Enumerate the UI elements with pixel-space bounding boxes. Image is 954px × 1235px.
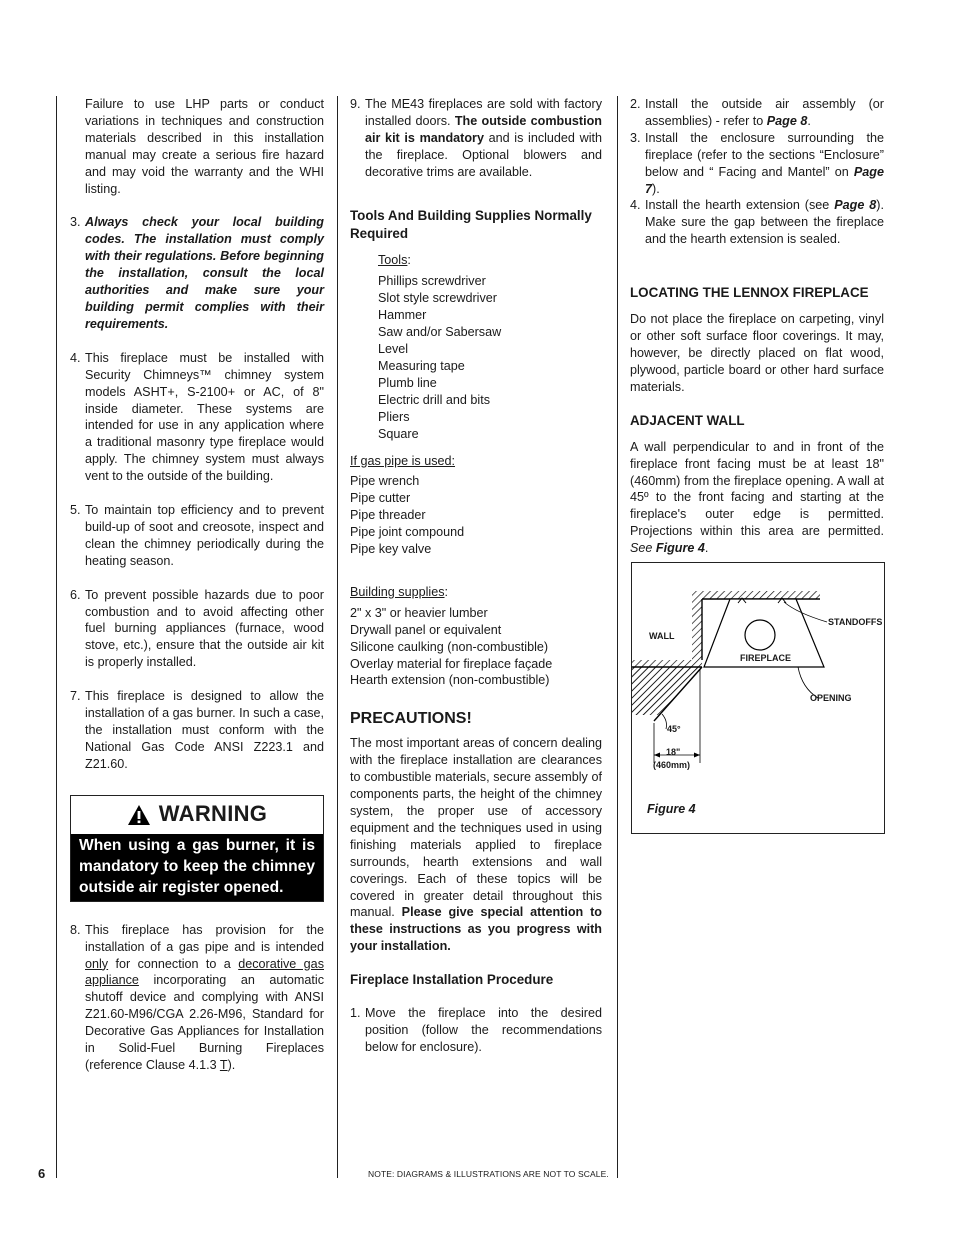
locating-heading: LOCATING THE LENNOX FIREPLACE bbox=[630, 285, 869, 301]
angled-wall-hatch bbox=[632, 667, 702, 715]
column-rule-middle bbox=[337, 96, 338, 1178]
warning-text: When using a gas burner, it is mandatory to keep the chimney outside air register opened. bbox=[71, 834, 323, 901]
warning-triangle-icon bbox=[127, 804, 151, 826]
gas-pipe-label: If gas pipe is used: bbox=[350, 453, 456, 468]
list-item: Pipe threader bbox=[350, 508, 426, 523]
warning-box bbox=[70, 795, 324, 902]
precautions-paragraph: The most important areas of concern dealing with the fireplace installation are clearances to combustible materials, secure assembly of components parts, the height of the chimney system, the proper use of accessory equipment and the techniques used in using finishing materials applied to fireplace surrounds, hearth extensions and wall coverings. Each of these topics will be covered in greater detail throughout this manual. Please give special attention to these instructions as you progress with your installation. bbox=[350, 736, 602, 954]
figure-caption: Figure 4 bbox=[647, 802, 696, 816]
figure-label-fireplace: FIREPLACE bbox=[740, 653, 792, 663]
list-item: Pipe wrench bbox=[350, 474, 420, 489]
tools-list bbox=[378, 273, 602, 442]
building-supplies-section: Building supplies: 2" x 3" or heavier lumber Drywall panel or equivalent Silicone caulking (non-combustible) Overlay material for fireplace façade Hearth extension (non-combustible) bbox=[350, 584, 602, 689]
list-item: Electric drill and bits bbox=[378, 392, 490, 407]
figure-label-standoffs: STANDOFFS bbox=[828, 617, 883, 627]
adjacent-wall-paragraph: A wall perpendicular to and in front of the fireplace front facing must be at least 18" (460mm) from the fireplace opening. A wall at 45º to the front facing and starting at the fireplace's outer edge is permitted. Projections within this area are permitted. See Figure 4. bbox=[630, 439, 884, 556]
figure-label-distance-mm: (460mm) bbox=[653, 760, 691, 770]
column-rule-left bbox=[56, 96, 57, 1178]
tools-label: Tools bbox=[378, 252, 408, 267]
warning-header bbox=[71, 796, 323, 834]
column-2 bbox=[350, 96, 602, 1056]
locating-paragraph: Do not place the fireplace on carpeting, vinyl or other soft surface floor coverings. It may, however, be directly placed on flat wood, plywood, particle board or other hard surface materials. bbox=[630, 312, 884, 394]
procedure-step-2: 2. Install the outside air assembly (or assemblies) - refer to Page 8. bbox=[630, 97, 884, 128]
list-item: Silicone caulking (non-combustible) bbox=[350, 639, 549, 654]
list-item-8: 8. This fireplace has provision for the installation of a gas pipe and is intended only for connection to a decorative gas appliance incorporating an automatic shutoff device and complying with ANSI Z21.60-M96/CGA 2.26-M96, Standard for Decorative Gas Appliances for Installation in Solid-Fuel Burning Fireplaces (reference Clause 4.1.3 T). bbox=[70, 922, 324, 1072]
list-item: Slot style screwdriver bbox=[378, 291, 497, 306]
list-item: 2" x 3" or heavier lumber bbox=[350, 605, 488, 620]
list-item: Plumb line bbox=[378, 375, 437, 390]
figure-label-distance: 18" bbox=[666, 747, 681, 757]
footer-note: NOTE: DIAGRAMS & ILLUSTRATIONS ARE NOT TO SCALE. bbox=[368, 1169, 609, 1179]
list-item: Overlay material for fireplace façade bbox=[350, 656, 553, 671]
gas-pipe-section bbox=[350, 453, 602, 558]
intro-paragraph: Failure to use LHP parts or conduct variations in techniques and construction materials described in this installation manual may create a serious fire hazard and may void the warranty and the WHI listing. bbox=[85, 97, 324, 196]
figure-label-angle: 45° bbox=[667, 724, 681, 734]
precautions-heading: PRECAUTIONS! bbox=[350, 710, 472, 728]
list-item-4: 4. This fireplace must be installed with Security Chimneys™ chimney system models ASHT+, S-2100+ or AC, of 8" inside diameter. These systems are intended for use in any application where a traditional masonry type fireplace would apply. The chimney system must always vent to the outside of the building. bbox=[70, 350, 324, 484]
list-item: Drywall panel or equivalent bbox=[350, 622, 502, 637]
list-item: Level bbox=[378, 342, 409, 357]
list-item-9: 9. The ME43 fireplaces are sold with factory installed doors. The outside combustion air kit is mandatory and is included with the fireplace. Optional blowers and decorative trims are available. bbox=[350, 97, 602, 179]
list-item: Hearth extension (non-combustible) bbox=[350, 673, 550, 688]
list-item: Pipe cutter bbox=[350, 491, 411, 506]
list-item: Pliers bbox=[378, 409, 410, 424]
list-item: Pipe joint compound bbox=[350, 525, 465, 540]
column-1 bbox=[70, 96, 324, 1074]
procedure-step-1: 1. Move the fireplace into the desired position (follow the recommendations below for enclosure). bbox=[350, 1006, 602, 1054]
procedure-step-3: 3. Install the enclosure surrounding the fireplace (refer to the sections “Enclosure” below and “ Facing and Mantel” on Page 7). bbox=[630, 130, 884, 196]
procedure-step-4: 4. Install the hearth extension (see Page 8). Make sure the gap between the fireplace and the hearth extension is sealed. bbox=[630, 198, 884, 247]
page-number: 6 bbox=[38, 1166, 46, 1181]
figure-label-opening: OPENING bbox=[810, 693, 852, 703]
flue-circle bbox=[745, 620, 775, 650]
gas-pipe-list bbox=[350, 473, 602, 558]
figure-label-wall: WALL bbox=[649, 631, 675, 641]
column-3 bbox=[630, 96, 884, 557]
column-rule-right bbox=[617, 96, 618, 1178]
building-supplies-list bbox=[350, 605, 602, 690]
list-item: Phillips screwdriver bbox=[378, 274, 486, 289]
list-item-6: 6. To prevent possible hazards due to poor combustion and to avoid affecting other fuel burning appliances (furnace, wood stove, etc.), ensure that the outside air kit is properly installed. bbox=[70, 587, 324, 670]
list-item: Measuring tape bbox=[378, 358, 465, 373]
figure-4 bbox=[631, 562, 885, 834]
list-item: Pipe key valve bbox=[350, 542, 432, 557]
list-item: Square bbox=[378, 426, 419, 441]
list-item-5: 5. To maintain top efficiency and to prevent build-up of soot and creosote, inspect and clean the chimney periodically during the heating season. bbox=[70, 503, 324, 568]
list-item: Hammer bbox=[378, 308, 427, 323]
list-item: Saw and/or Sabersaw bbox=[378, 325, 502, 340]
adjacent-wall-heading: ADJACENT WALL bbox=[630, 412, 745, 428]
tools-heading: Tools And Building Supplies Normally Required bbox=[350, 207, 592, 241]
procedure-heading: Fireplace Installation Procedure bbox=[350, 972, 554, 988]
list-item-3: 3. Always check your local building codes. The installation must comply with their regulations. Before beginning the installation, consult the local authorities and make sure your building permit complies with their requirements. bbox=[70, 215, 324, 331]
building-supplies-label: Building supplies bbox=[350, 584, 445, 599]
tools-section: Tools: Phillips screwdriver Slot style screwdriver Hammer Saw and/or Sabersaw Level Measuring tape Plumb line Electric drill and bits Pliers Square bbox=[350, 252, 602, 443]
warning-title: WARNING bbox=[158, 801, 268, 827]
list-item-7: 7. This fireplace is designed to allow the installation of a gas burner. In such a case, the installation must conform with the National Gas Code ANSI Z223.1 and Z21.60. bbox=[70, 689, 324, 771]
